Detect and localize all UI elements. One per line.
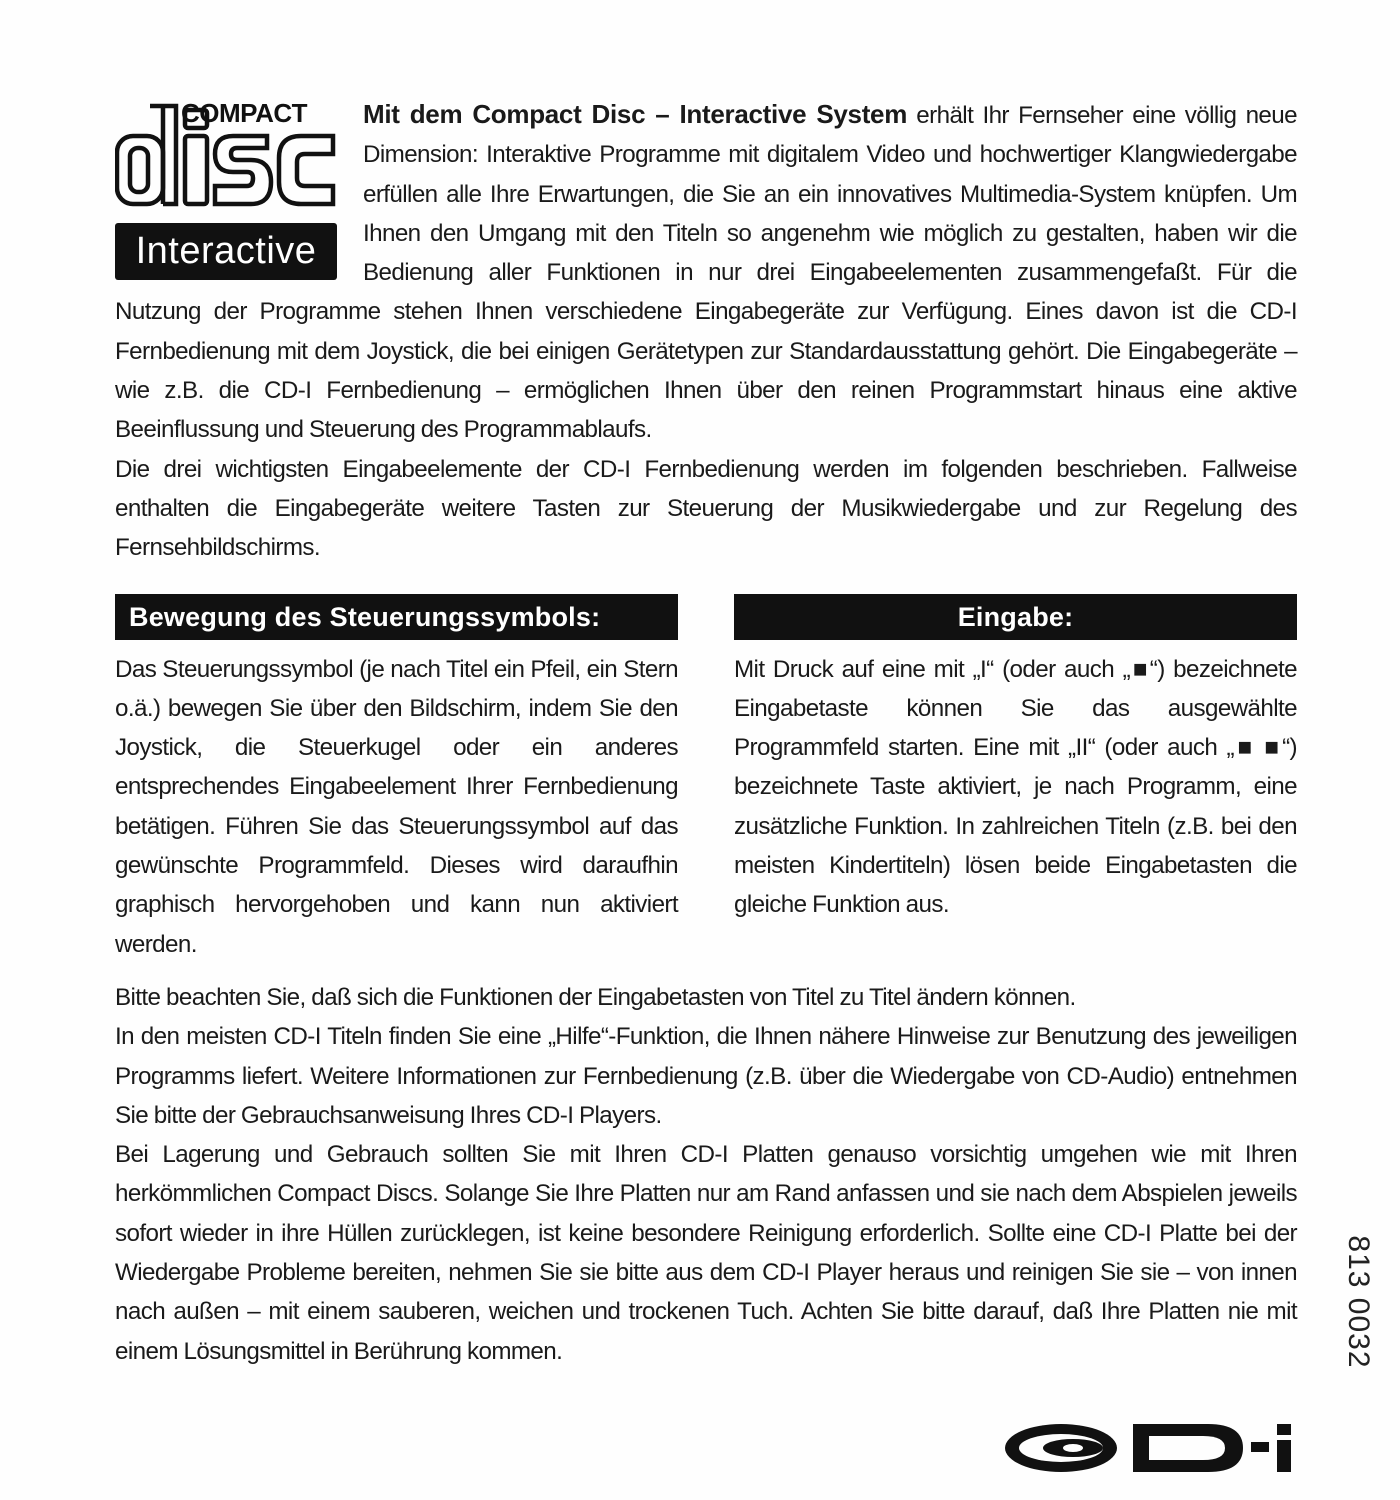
catalog-number-text: 813 0032 xyxy=(1342,1235,1375,1369)
intro-paragraph-2: Die drei wichtigsten Eingabeelemente der CD-I Fernbedienung werden im folgenden beschrieben. Fallweise enthalten die Eingabegeräte weitere Tasten zur Steuerung der Musikwiedergabe und zur Regelung des Fernsehbildschirms. xyxy=(115,455,1297,562)
intro-lead: Mit dem Compact Disc – Interactive System xyxy=(363,99,908,129)
input-heading: Eingabe: xyxy=(734,594,1297,640)
intro-text: erhält Ihr Fernseher eine völlig neue Dimension: Interaktive Programme mit digitalem Video und hochwertiger Klangwiedergabe erfüllen alle Ihre Erwartungen, die Sie an ein innovatives Multimedia-System knüpfen. Um Ihnen den Umgang mit den Titeln so angenehm wie möglich zu gestalten, haben wir die Bedienung aller Funktionen in nur drei Eingabeelementen zusammengefaßt. Für die Nutzung der Programme stehen Ihnen verschiedene Eingabegeräte zur Verfügung. Eines davon ist die CD-I Fernbedienung mit dem Joystick, die bei einigen Gerätetypen zur Standardausstattung gehört. Die Eingabegeräte – wie z.B. die CD-I Fernbedienung – ermöglichen Ihnen über den reinen Programmstart hinaus eine aktive Beeinflussung und Steuerung des Programmablaufs. xyxy=(115,102,1297,444)
input-column xyxy=(734,594,1297,964)
movement-heading: Bewegung des Steuerungssymbols: xyxy=(115,594,678,640)
closing-paragraph-2: In den meisten CD-I Titeln finden Sie eine „Hilfe“-Funktion, die Ihnen nähere Hinweise zur Benutzung des jeweiligen Programms liefert. Weitere Informationen zur Fernbedienung (z.B. über die Wiedergabe von CD-Audio) entnehmen Sie bitte der Gebrauchsanweisung Ihres CD-I Players. xyxy=(115,1023,1297,1129)
input-text: Mit Druck auf eine mit „I“ (oder auch „■“) bezeichnete Eingabetaste können Sie das ausgewählte Programmfeld starten. Eine mit „II“ (oder auch „■ ■“) bezeichnete Taste aktiviert, je nach Programm, eine zusätzliche Funktion. In zahlreichen Titeln (z.B. bei den meisten Kindertiteln) lösen beide Eingabetasten die gleiche Funktion aus. xyxy=(734,655,1297,919)
catalog-number xyxy=(1342,1225,1375,1375)
movement-text: Das Steuerungssymbol (je nach Titel ein Pfeil, ein Stern o.ä.) bewegen Sie über den Bildschirm, indem Sie den Joystick, die Steuerkugel oder ein anderes entsprechendes Eingabeelement Ihrer Fernbedienung betätigen. Führen Sie das Steuerungssymbol auf das gewünschte Programmfeld. Dieses wird daraufhin graphisch hervorgehoben und kann nun aktiviert werden. xyxy=(115,655,678,958)
cd-i-brand-logo xyxy=(1003,1422,1298,1474)
compact-disc-interactive-logo xyxy=(115,98,337,288)
closing-section xyxy=(115,978,1297,1371)
movement-column xyxy=(115,594,678,964)
leaflet-page xyxy=(115,95,1297,1371)
closing-paragraph-1: Bitte beachten Sie, daß sich die Funktionen der Eingabetasten von Titel zu Titel ändern können. xyxy=(115,983,1076,1011)
closing-paragraph-3: Bei Lagerung und Gebrauch sollten Sie mit Ihren CD-I Platten genauso vorsichtig umgehen wie mit Ihren herkömmlichen Compact Discs. Solange Sie Ihre Platten nur am Rand anfassen und sie nach dem Abspielen jeweils sofort wieder in ihre Hüllen zurücklegen, ist keine besondere Reinigung erforderlich. Sollte eine CD-I Platte bei der Wiedergabe Probleme bereiten, nehmen Sie sie bitte aus dem CD-I Player heraus und reinigen Sie sie – von innen nach außen – mit einem sauberen, weichen und trockenen Tuch. Achten Sie bitte darauf, daß Ihre Platten nie mit einem Lösungsmittel in Berührung kommen. xyxy=(115,1141,1297,1365)
two-column-section xyxy=(115,594,1297,964)
logo-interactive-badge: Interactive xyxy=(115,223,337,280)
logo-compact-text: COMPACT xyxy=(181,98,308,128)
